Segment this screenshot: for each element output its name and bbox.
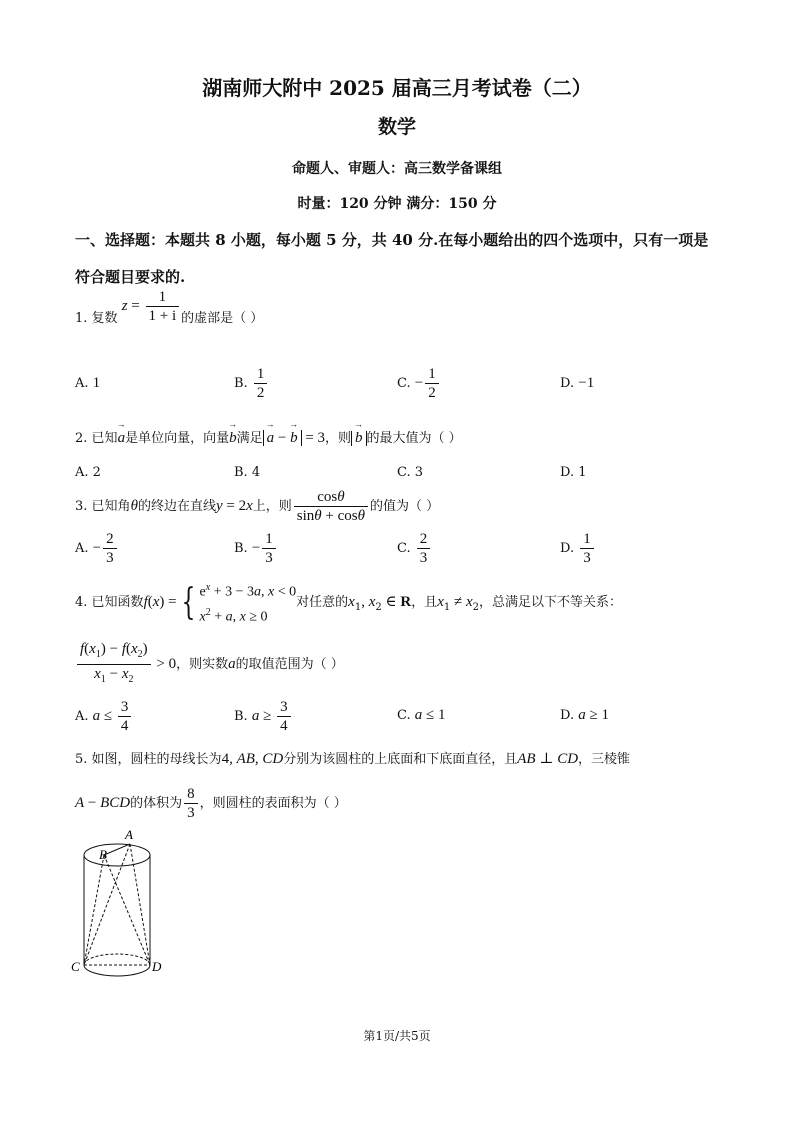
q2-option-d: D. 1: [560, 465, 587, 480]
q1-option-d: D. −1: [560, 375, 595, 391]
subject-title: 数学: [377, 116, 416, 138]
authors-line: 命题人、审题人：高三数学备课组: [292, 161, 502, 177]
q4-option-a: A. a ≤ $\frac{3}{4}$: [75, 698, 133, 735]
q1-text-before: 复数: [91, 311, 118, 326]
cylinder-figure: [70, 825, 170, 980]
question-2: 2. 已知→ a是单位向量，向量→ b满足→ a − → b = 3，则→ b 的最大值为（ ）: [75, 427, 462, 447]
page-title: 湖南师大附中 2025 届高三月考试卷（二）: [202, 76, 592, 100]
q1-number: 1.: [75, 311, 88, 326]
q1-text-after: 的虚部是（ ）: [181, 311, 264, 326]
question-5: 5. 如图，圆柱的母线长为4, AB, CD分别为该圆柱的上底面和下底面直径，且AB ⊥ CD，三棱锥: [75, 751, 631, 767]
question-1: 1. 复数 z = $\frac{1}{1 + i}$ 的虚部是（ ）: [75, 289, 264, 326]
q2-option-b: B. 4: [234, 465, 261, 480]
question-4-cont: $\frac{f(x_1) - f(x_2)}{x_1 - x_2}$ > 0，则实数a的取值范围为（ ）: [75, 640, 344, 689]
label-b: B: [99, 847, 107, 862]
section-heading-line2: 符合题目要求的.: [75, 268, 186, 286]
q3-option-c: C. $\frac{2}{3}$: [397, 530, 432, 567]
label-d: D: [152, 959, 162, 974]
section-heading-line1: 一、选择题：本题共 8 小题，每小题 5 分，共 40 分.在每小题给出的四个选项中，只有一项是: [75, 231, 709, 249]
time-score-line: 时量：120 分钟 满分：150 分: [297, 196, 497, 212]
q2-option-a: A. 2: [75, 465, 101, 480]
q4-option-c: C. a ≤ 1: [397, 707, 446, 723]
q1-option-c: C. − $\frac{1}{2}$: [397, 365, 441, 402]
q4-option-b: B. a ≥ $\frac{3}{4}$: [234, 698, 293, 735]
label-a: A: [125, 827, 133, 842]
question-5-cont: A − BCD的体积为 $\frac{8}{3}$ ，则圆柱的表面积为（ ）: [75, 786, 347, 821]
q2-option-c: C. 3: [397, 465, 424, 480]
page-footer: 第1页/共5页: [363, 1029, 431, 1043]
question-3: 3. 已知角θ的终边在直线y = 2x上，则 $\frac{\cos\theta}{\sin\theta + \cos\theta}$ 的值为（ ）: [75, 489, 440, 524]
q3-option-a: A. − $\frac{2}{3}$: [75, 530, 119, 567]
q3-option-d: D. $\frac{1}{3}$: [560, 530, 596, 567]
q4-option-d: D. a ≥ 1: [560, 707, 609, 723]
label-c: C: [71, 959, 80, 974]
question-4: 4. 已知函数f(x) = { $e^x + 3 - 3a$, x < 0 $x^2 + a$, x ≥ 0 对任意的$x_1$, $x_2$ ∈ R，且$x_1 \ne x_2$，总满足以下不等关系：: [75, 581, 623, 625]
q3-option-b: B. − $\frac{1}{3}$: [234, 530, 278, 567]
q1-option-a: A. 1: [75, 375, 101, 391]
q1-option-b: B. $\frac{1}{2}$: [234, 365, 269, 402]
